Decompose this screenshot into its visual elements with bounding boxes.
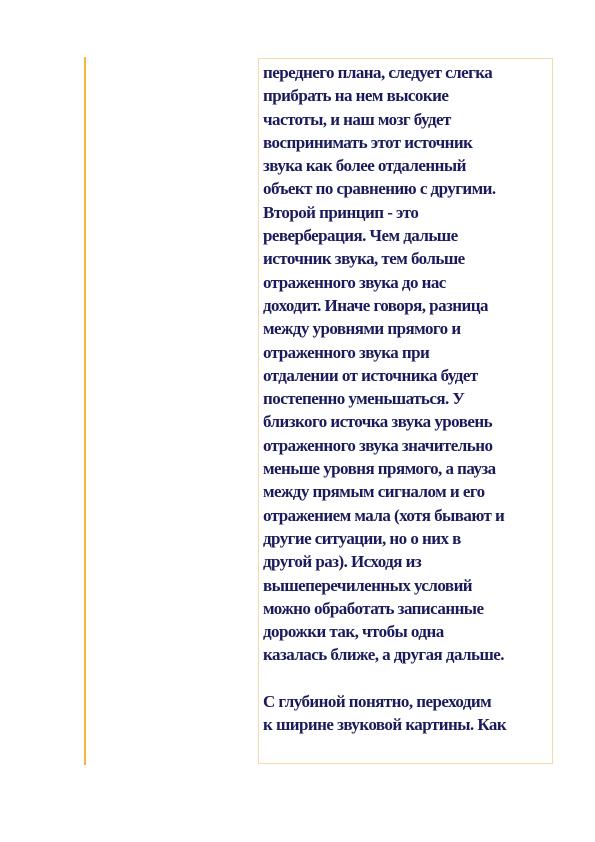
text-line: постепенно уменьшаться. У: [263, 389, 465, 409]
paragraph-1: [263, 61, 552, 667]
text-line: источник звука, тем больше: [263, 249, 465, 269]
text-line: отраженного звука значительно: [263, 435, 493, 455]
text-line: отдалении от источника будет: [263, 365, 478, 385]
text-line: отраженного звука до нас: [263, 272, 446, 292]
text-line: Второй принцип - это: [263, 202, 419, 222]
text-frame: [258, 58, 553, 764]
text-line: прибрать на нем высокие: [263, 86, 449, 106]
text-line: воспринимать этот источник: [263, 132, 473, 152]
text-line: между прямым сигналом и его: [263, 482, 485, 502]
text-line: отраженного звука при: [263, 342, 430, 362]
text-line: казалась ближе, а другая дальше.: [263, 645, 504, 665]
paragraph-2: [263, 690, 552, 737]
text-line: дорожки так, чтобы одна: [263, 622, 444, 642]
text-line: между уровнями прямого и: [263, 319, 461, 339]
text-line: вышеперечиленных условий: [263, 575, 473, 595]
text-line: другой раз). Исходя из: [263, 552, 422, 572]
text-line: реверберация. Чем дальше: [263, 226, 458, 246]
text-line: звука как более отдаленный: [263, 156, 466, 176]
text-line: С глубиной понятно, переходим: [263, 691, 492, 711]
margin-rule: [84, 57, 86, 765]
text-line: объект по сравнению с другими.: [263, 179, 496, 199]
text-line: частоты, и наш мозг будет: [263, 109, 451, 129]
text-line: близкого источка звука уровень: [263, 412, 493, 432]
text-line: другие ситуации, но о них в: [263, 528, 461, 548]
text-line: отражением мала (хотя бывают и: [263, 505, 505, 525]
text-line: к ширине звуковой картины. Как: [263, 715, 507, 735]
text-line: доходит. Иначе говоря, разница: [263, 295, 488, 315]
text-line: можно обработать записанные: [263, 598, 484, 618]
text-line: переднего плана, следует слегка: [263, 63, 493, 82]
paragraph-gap: [263, 667, 552, 690]
text-line: меньше уровня прямого, а пауза: [263, 459, 496, 479]
